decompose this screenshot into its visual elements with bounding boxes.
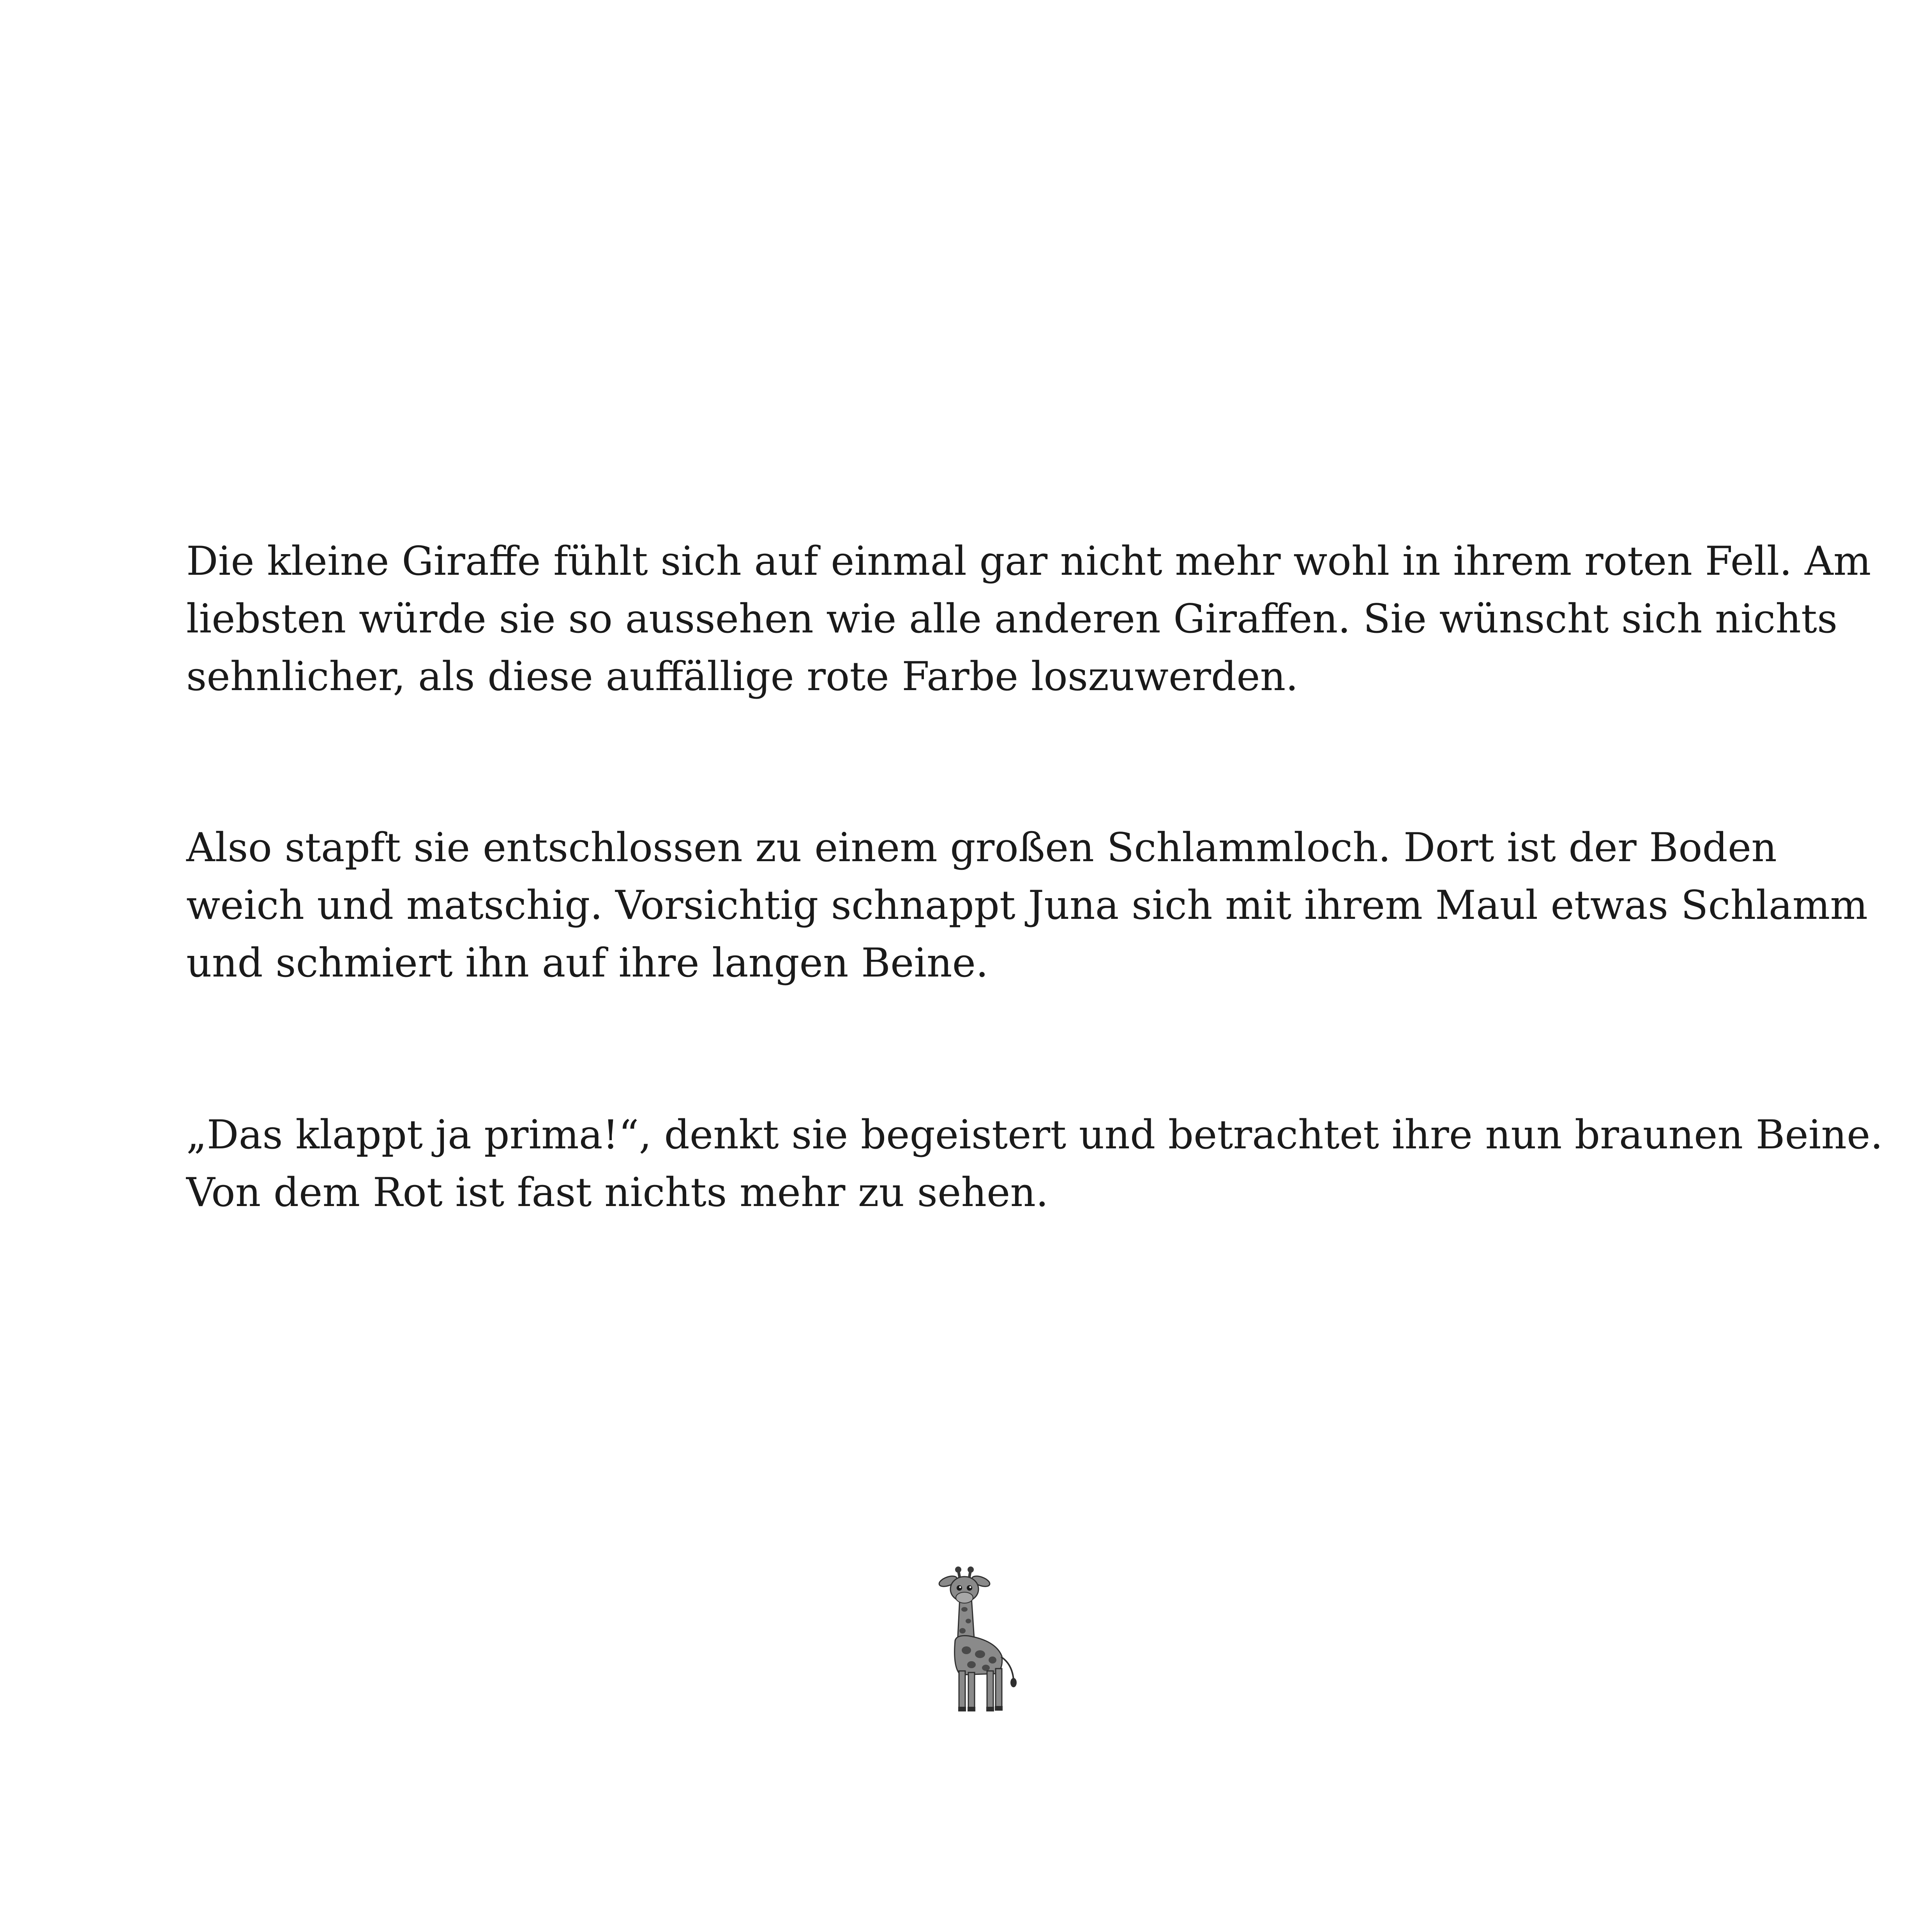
paragraph-line: weich und matschig. Vorsichtig schnappt Juna sich mit ihrem Maul etwas Schlamm [186,882,1868,929]
paragraph-3 [186,1106,1883,1222]
paragraph-1 [186,533,1871,706]
paragraph-line: sehnlicher, als diese auffällige rote Farbe loszuwerden. [186,653,1298,700]
giraffe-icon [925,1566,1027,1715]
paragraph-line: Die kleine Giraffe fühlt sich auf einmal gar nicht mehr wohl in ihrem roten Fell. Am [186,538,1871,585]
paragraph-line: Von dem Rot ist fast nichts mehr zu sehen. [186,1169,1049,1216]
paragraph-line: „Das klappt ja prima!“, denkt sie begeistert und betrachtet ihre nun braunen Beine. [186,1112,1883,1158]
paragraph-line: liebsten würde sie so aussehen wie alle anderen Giraffen. Sie wünscht sich nichts [186,596,1838,642]
paragraph-2 [186,819,1868,992]
paragraph-line: Also stapft sie entschlossen zu einem großen Schlammloch. Dort ist der Boden [186,825,1777,871]
paragraph-line: und schmiert ihn auf ihre langen Beine. [186,940,989,986]
